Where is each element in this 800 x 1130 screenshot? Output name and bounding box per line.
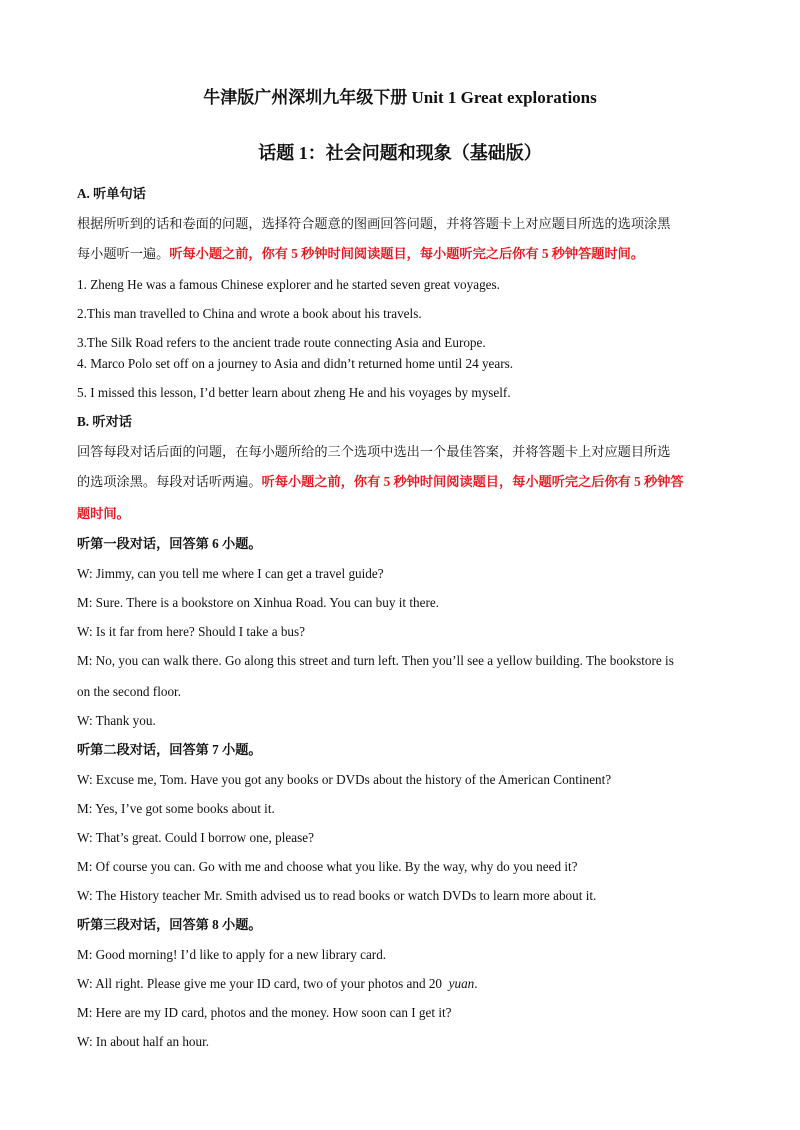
- section-a-instruction-cont: [77, 245, 727, 263]
- sentence-item: 3.The Silk Road refers to the ancient trade route connecting Asia and Europe.: [77, 335, 486, 350]
- dialogue-line: W: That’s great. Could I borrow one, please?: [77, 830, 314, 845]
- dialogue-3-heading: 听第三段对话，回答第 8 小题。: [77, 917, 262, 932]
- dialogue-line: [77, 975, 727, 993]
- section-a-timing-note: 听每小题之前，你有 5 秒钟时间阅读题目，每小题听完之后你有 5 秒钟答题时间。: [169, 246, 645, 261]
- sentence-item: 2.This man travelled to China and wrote a book about his travels.: [77, 306, 422, 321]
- dialogue-line: M: Yes, I’ve got some books about it.: [77, 801, 275, 816]
- sentence-item: 5. I missed this lesson, I’d better learn about zheng He and his voyages by myself.: [77, 385, 511, 400]
- dialogue-1-heading: 听第一段对话，回答第 6 小题。: [77, 536, 262, 551]
- section-b-instruction-cont: [77, 473, 727, 491]
- dialogue-line: W: Excuse me, Tom. Have you got any books or DVDs about the history of the American Continent?: [77, 772, 612, 787]
- sentence-item: 1. Zheng He was a famous Chinese explorer and he started seven great voyages.: [77, 277, 500, 292]
- sentence-period: .: [474, 976, 478, 991]
- section-b-heading: B. 听对话: [77, 414, 132, 429]
- dialogue-line: M: Good morning! I’d like to apply for a new library card.: [77, 947, 387, 962]
- section-b-instruction-prefix: 的选项涂黑。每段对话听两遍。: [77, 474, 262, 489]
- sentence-item: 4. Marco Polo set off on a journey to Asia and didn’t returned home until 24 years.: [77, 356, 514, 371]
- section-a-instruction: 根据所听到的话和卷面的问题，选择符合题意的图画回答问题，并将答题卡上对应题目所选的选项涂黑: [77, 216, 671, 231]
- section-b-instruction: 回答每段对话后面的问题，在每小题所给的三个选项中选出一个最佳答案，并将答题卡上对应题目所选: [77, 444, 671, 459]
- section-a-heading: A. 听单句话: [77, 186, 146, 201]
- page-title: 牛津版广州深圳九年级下册 Unit 1 Great explorations: [203, 88, 597, 107]
- dialogue-line: W: Thank you.: [77, 713, 156, 728]
- dialogue-line: M: No, you can walk there. Go along this street and turn left. Then you’ll see a yellow building. The bookstore is: [77, 653, 674, 668]
- dialogue-line: M: Of course you can. Go with me and choose what you like. By the way, why do you need it?: [77, 859, 578, 874]
- dialogue-2-heading: 听第二段对话，回答第 7 小题。: [77, 742, 262, 757]
- dialogue-line-text: W: All right. Please give me your ID card, two of your photos and 20: [77, 976, 449, 991]
- page-subtitle: 话题 1：社会问题和现象（基础版）: [258, 143, 542, 163]
- dialogue-line: W: Is it far from here? Should I take a bus?: [77, 624, 306, 639]
- dialogue-line: on the second floor.: [77, 684, 182, 699]
- section-b-timing-note: 听每小题之前，你有 5 秒钟时间阅读题目，每小题听完之后你有 5 秒钟答: [261, 474, 684, 489]
- dialogue-line: W: In about half an hour.: [77, 1034, 210, 1049]
- dialogue-line: W: The History teacher Mr. Smith advised us to read books or watch DVDs to learn more about it.: [77, 888, 597, 903]
- dialogue-line: W: Jimmy, can you tell me where I can get a travel guide?: [77, 566, 384, 581]
- section-b-timing-note-cont: 题时间。: [77, 506, 130, 521]
- currency-word: yuan: [448, 976, 475, 991]
- dialogue-line: M: Here are my ID card, photos and the money. How soon can I get it?: [77, 1005, 452, 1020]
- dialogue-line: M: Sure. There is a bookstore on Xinhua Road. You can buy it there.: [77, 595, 439, 610]
- section-a-instruction-prefix: 每小题听一遍。: [77, 246, 170, 261]
